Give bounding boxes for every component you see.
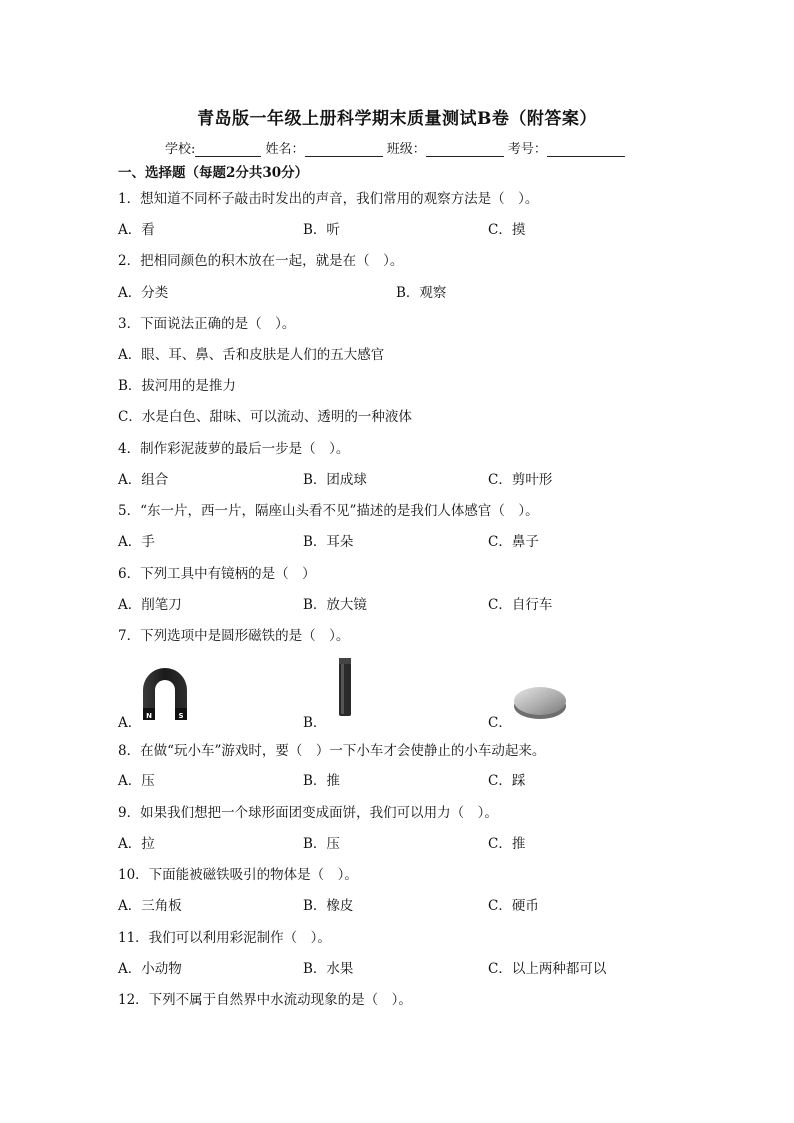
question-3-option-c[interactable]: C．水是白色、甜味、可以流动、透明的一种液体: [118, 409, 412, 425]
question-3-option-b[interactable]: B．拔河用的是推力: [118, 378, 236, 394]
question-12-stem: 12．下列不属于自然界中水流动现象的是（ ）。: [118, 992, 412, 1008]
question-11-option-a[interactable]: A．小动物: [118, 961, 182, 977]
question-8-stem: 8．在做“玩小车”游戏时，要（ ）一下小车才会使静止的小车动起来。: [118, 743, 546, 759]
question-10-option-c[interactable]: C．硬币: [488, 898, 539, 914]
horseshoe-magnet-image: [140, 666, 190, 722]
question-5-option-a[interactable]: A．手: [118, 534, 155, 550]
round-magnet-image: [511, 682, 569, 722]
question-9-option-c[interactable]: C．推: [488, 836, 526, 852]
question-7-option-c[interactable]: C．: [488, 715, 512, 731]
question-11-option-b[interactable]: B．水果: [303, 961, 354, 977]
question-1-option-c[interactable]: C．摸: [488, 222, 526, 238]
question-1-option-a[interactable]: A．看: [118, 222, 155, 238]
question-3-stem: 3．下面说法正确的是（ ）。: [118, 316, 296, 332]
question-5-option-b[interactable]: B．耳朵: [303, 534, 354, 550]
question-7-option-b[interactable]: B．: [303, 715, 327, 731]
section-heading: 一、选择题（每题2分共30分）: [118, 165, 309, 181]
question-4-option-a[interactable]: A．组合: [118, 472, 169, 488]
class-label: 班级：: [386, 142, 426, 157]
question-6-option-a[interactable]: A．削笔刀: [118, 597, 182, 613]
question-5-stem: 5．“东一片，西一片，隔座山头看不见”描述的是我们人体感官（ ）。: [118, 503, 539, 519]
question-8-option-c[interactable]: C．踩: [488, 773, 526, 789]
exam-no-label: 考号：: [507, 142, 547, 157]
question-10-option-b[interactable]: B．橡皮: [303, 898, 354, 914]
name-blank[interactable]: [305, 142, 383, 157]
page-title: 青岛版一年级上册科学期末质量测试B卷（附答案）: [197, 109, 597, 129]
question-3-option-a[interactable]: A．眼、耳、鼻、舌和皮肤是人们的五大感官: [118, 347, 385, 363]
question-8-option-b[interactable]: B．推: [303, 773, 340, 789]
question-4-option-b[interactable]: B．团成球: [303, 472, 367, 488]
question-9-option-b[interactable]: B．压: [303, 836, 340, 852]
class-blank[interactable]: [426, 142, 504, 157]
question-6-stem: 6．下列工具中有镜柄的是（ ）: [118, 566, 316, 582]
question-11-option-c[interactable]: C．以上两种都可以: [488, 961, 607, 977]
north-pole-label: N: [146, 712, 152, 720]
student-info-row: [165, 138, 625, 157]
question-6-option-b[interactable]: B．放大镜: [303, 597, 367, 613]
question-10-option-a[interactable]: A．三角板: [118, 898, 182, 914]
question-1-stem: 1．想知道不同杯子敲击时发出的声音，我们常用的观察方法是（ ）。: [118, 191, 539, 207]
question-11-stem: 11．我们可以利用彩泥制作（ ）。: [118, 930, 331, 946]
name-label: 姓名：: [265, 142, 305, 157]
question-7-option-a[interactable]: A．: [118, 715, 142, 731]
school-blank[interactable]: [195, 142, 261, 157]
question-10-stem: 10．下面能被磁铁吸引的物体是（ ）。: [118, 867, 358, 883]
question-4-stem: 4．制作彩泥菠萝的最后一步是（ ）。: [118, 441, 350, 457]
question-9-option-a[interactable]: A．拉: [118, 836, 155, 852]
question-5-option-c[interactable]: C．鼻子: [488, 534, 539, 550]
bar-magnet-image: [335, 656, 355, 718]
south-pole-label: S: [178, 712, 184, 720]
question-2-option-a[interactable]: A．分类: [118, 285, 169, 301]
school-label: 学校:: [165, 142, 196, 157]
question-7-stem: 7．下列选项中是圆形磁铁的是（ ）。: [118, 628, 350, 644]
question-4-option-c[interactable]: C．剪叶形: [488, 472, 553, 488]
question-8-option-a[interactable]: A．压: [118, 773, 155, 789]
question-6-option-c[interactable]: C．自行车: [488, 597, 553, 613]
question-2-option-b[interactable]: B．观察: [396, 285, 447, 301]
question-9-stem: 9．如果我们想把一个球形面团变成面饼，我们可以用力（ ）。: [118, 805, 498, 821]
question-1-option-b[interactable]: B．听: [303, 222, 340, 238]
question-2-stem: 2．把相同颜色的积木放在一起，就是在（ ）。: [118, 253, 404, 269]
exam-no-blank[interactable]: [547, 142, 625, 157]
